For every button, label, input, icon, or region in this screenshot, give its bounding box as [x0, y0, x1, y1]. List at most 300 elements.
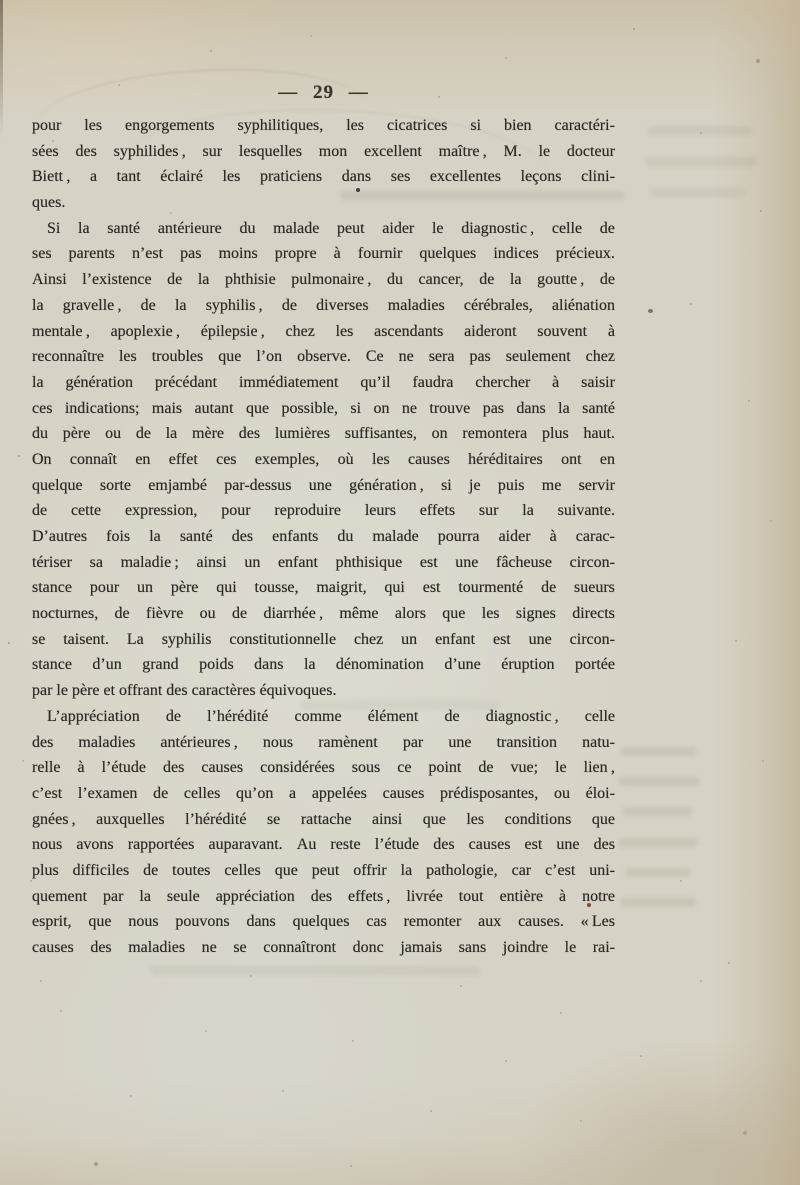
word: à	[607, 322, 615, 340]
word: aider	[382, 219, 415, 237]
word: les	[335, 322, 354, 340]
word: livrée	[406, 887, 443, 905]
word: considérées	[260, 759, 335, 777]
word: de	[167, 271, 183, 289]
word: taisent.	[63, 630, 109, 648]
text-line	[32, 884, 615, 910]
word: mon	[318, 142, 348, 160]
word: d’un	[92, 656, 122, 674]
ink-bleedthrough	[648, 126, 752, 135]
word: des	[32, 733, 54, 751]
word: remontera	[462, 425, 528, 443]
word: sur	[202, 142, 223, 160]
word: possible,	[281, 399, 338, 417]
word: On	[32, 450, 52, 468]
word: la	[303, 656, 316, 674]
word: prédisposantes,	[440, 784, 539, 802]
word: celles	[224, 861, 261, 879]
word: tant	[116, 168, 141, 186]
word: ne	[401, 399, 417, 417]
word: enfant	[277, 553, 318, 571]
word: de	[281, 296, 297, 314]
ink-bleedthrough	[645, 157, 757, 166]
word: dans	[246, 913, 276, 931]
word: appréciation	[215, 887, 295, 905]
word: c’est	[32, 784, 63, 802]
word: les	[222, 168, 241, 186]
word: sa	[89, 553, 103, 571]
word: me	[541, 476, 562, 494]
word: causes.	[518, 913, 564, 931]
text-line	[32, 858, 615, 884]
word: haut.	[583, 425, 615, 443]
word: de	[599, 271, 615, 289]
word: Biett ,	[32, 168, 71, 186]
word: auxquelles	[96, 810, 165, 828]
ink-bleedthrough	[618, 838, 698, 847]
word: diagnostic ,	[461, 219, 535, 237]
text-line	[32, 807, 615, 833]
word: lien ,	[583, 759, 615, 777]
word: père	[62, 425, 91, 443]
text-line	[32, 344, 615, 370]
word: aliénation	[551, 296, 615, 314]
word: de	[165, 707, 181, 725]
word: troubles	[151, 348, 204, 366]
word: que	[442, 605, 466, 623]
word: l’étude	[374, 836, 420, 854]
word: épilepsie ,	[200, 322, 265, 340]
word: un	[401, 630, 418, 648]
word: offrir	[353, 861, 387, 879]
word: fournir	[357, 245, 403, 263]
word: tout	[458, 887, 484, 905]
scan-edge-shadow	[0, 0, 3, 140]
text-line	[32, 498, 615, 524]
word: un	[244, 553, 261, 571]
word: tousse,	[254, 579, 299, 597]
word: sous	[351, 759, 381, 777]
word: faudra	[412, 373, 454, 391]
word: du	[337, 528, 354, 545]
text-line	[32, 627, 615, 653]
text-line	[32, 473, 615, 499]
word: fièvre	[146, 605, 184, 623]
word: des	[310, 887, 333, 905]
text-line	[32, 935, 615, 961]
ink-speck	[648, 309, 653, 313]
word: de	[541, 579, 557, 597]
text-line	[32, 164, 615, 190]
word: transition	[496, 733, 557, 751]
word: la	[509, 271, 522, 289]
word: dénomination	[335, 656, 424, 674]
word: lumières	[274, 425, 330, 443]
word: connaît	[69, 450, 117, 468]
word: pour	[32, 117, 62, 134]
word: leurs	[364, 502, 396, 520]
paragraph	[32, 113, 615, 216]
word: éruption	[501, 656, 555, 674]
word: l’on	[256, 348, 283, 366]
word: souvent	[537, 322, 588, 340]
word: esprit,	[32, 913, 72, 931]
word: exemples,	[254, 450, 320, 468]
ink-bleedthrough	[625, 868, 691, 877]
word: Si	[47, 219, 61, 237]
word: ainsi	[196, 553, 227, 571]
text-line	[32, 755, 615, 781]
word: servir	[578, 476, 615, 494]
word: appelées	[311, 784, 367, 802]
word: apoplexie ,	[110, 322, 180, 340]
word: diagnostic ,	[485, 707, 559, 725]
word: point	[428, 759, 462, 777]
word: ramènent	[318, 733, 378, 751]
word: les	[118, 348, 137, 366]
word: fâcheuse	[496, 553, 552, 571]
ink-bleedthrough	[618, 777, 700, 786]
text-line	[32, 267, 615, 293]
word: c’est	[545, 861, 576, 879]
text-line: par le père et offrant des caractères équivoques.	[32, 682, 337, 700]
word: la	[400, 861, 413, 879]
paper-specks	[0, 0, 2, 2]
word: reproduire	[274, 502, 342, 520]
word: causes	[382, 784, 425, 802]
word: difficiles	[72, 861, 130, 879]
word: pourra	[437, 528, 480, 545]
word: est	[492, 630, 511, 648]
word: maître ,	[438, 142, 487, 160]
word: bien	[504, 117, 532, 134]
word: pour	[221, 502, 251, 520]
word: même	[339, 605, 379, 623]
word: une	[556, 836, 580, 854]
word: peut	[311, 861, 340, 879]
word: reste	[330, 836, 361, 854]
word: trouve	[429, 399, 471, 417]
word: tériser	[32, 553, 72, 571]
word: ne	[201, 939, 217, 956]
word: de	[135, 425, 151, 443]
word: la	[78, 219, 90, 237]
word: qu’on	[236, 784, 274, 802]
word: reconnaître	[32, 348, 104, 366]
word: conditions	[504, 810, 572, 828]
word: syphilitiques,	[237, 117, 324, 134]
word: du	[386, 271, 403, 289]
word: que	[218, 348, 242, 366]
word: si	[350, 399, 362, 417]
text-line	[32, 293, 615, 319]
word: rai-	[592, 939, 615, 956]
word: portée	[574, 656, 615, 674]
word: l’existence	[82, 271, 152, 289]
text-line	[32, 704, 615, 730]
word: pas	[180, 245, 202, 263]
text-line	[32, 447, 615, 473]
text-line: ques.	[32, 194, 66, 212]
word: se	[32, 630, 46, 648]
word: carac-	[575, 528, 615, 545]
word: circon-	[569, 553, 615, 571]
word: la	[522, 502, 534, 520]
word: ses	[390, 168, 411, 186]
word: sorte	[99, 476, 132, 494]
word: car	[511, 861, 532, 879]
word: que	[246, 399, 270, 417]
word: chez	[285, 322, 315, 340]
text-line	[32, 730, 615, 756]
word: une	[308, 476, 332, 494]
word: suivante.	[557, 502, 615, 520]
word: a	[289, 784, 297, 802]
text-line	[32, 139, 615, 165]
word: que	[422, 810, 446, 828]
word: syphilis	[161, 630, 212, 648]
word: indices	[493, 245, 539, 263]
word: est	[524, 836, 543, 854]
word: rattache	[300, 810, 352, 828]
word: santé	[179, 528, 213, 545]
word: le	[564, 939, 577, 956]
word: jamais	[400, 939, 443, 956]
word: si	[470, 117, 482, 134]
word: la	[174, 296, 187, 314]
word: auparavant.	[208, 836, 283, 854]
word: ou	[553, 784, 570, 802]
word: chez	[353, 630, 384, 648]
word: des	[163, 759, 185, 777]
word: dans	[341, 168, 372, 186]
word: santé	[582, 399, 615, 417]
word: sueurs	[574, 579, 615, 597]
word: les	[84, 117, 103, 134]
word: malade	[273, 219, 320, 237]
word: joindre	[502, 939, 549, 956]
word: quelque	[32, 476, 83, 494]
word: se	[266, 810, 281, 828]
word: praticiens	[259, 168, 323, 186]
word: à	[552, 373, 560, 391]
word: antérieure	[157, 219, 222, 237]
word: docteur	[566, 142, 615, 160]
page-text	[32, 113, 615, 961]
word: remonter	[403, 913, 462, 931]
word: maladie ;	[120, 553, 179, 571]
word: ces	[32, 399, 53, 417]
word: est	[422, 579, 441, 597]
word: toutes	[172, 861, 211, 879]
text-line	[32, 421, 615, 447]
word: pulmonaire ,	[291, 271, 372, 289]
word: notre	[582, 887, 615, 905]
word: clini-	[581, 168, 615, 186]
word: rapportées	[127, 836, 195, 854]
word: les	[371, 450, 390, 468]
word: plus	[32, 861, 59, 879]
word: seulement	[505, 348, 571, 366]
word: mentale ,	[32, 322, 90, 340]
word: une	[528, 630, 552, 648]
word: dans	[516, 399, 546, 417]
word: la	[139, 887, 151, 905]
word: diverses	[316, 296, 369, 314]
word: circon-	[569, 630, 615, 648]
word: La	[126, 630, 144, 648]
text-line	[32, 113, 615, 139]
word: maladies	[128, 939, 186, 956]
word: ont	[561, 450, 582, 468]
word: de	[444, 707, 460, 725]
word: phthisie	[225, 271, 276, 289]
text-line	[32, 652, 615, 678]
word: phthisique	[335, 553, 403, 571]
word: syphilides ,	[113, 142, 186, 160]
word: pas	[482, 399, 505, 417]
word: ou	[105, 425, 122, 443]
word: puis	[497, 476, 525, 494]
word: on	[431, 425, 448, 443]
word: alors	[394, 605, 426, 623]
ink-bleedthrough	[620, 747, 696, 756]
word: natu-	[582, 733, 615, 751]
word: des	[75, 142, 97, 160]
word: causes	[408, 450, 450, 468]
word: santé	[107, 219, 141, 237]
word: moins	[218, 245, 258, 263]
word: ascendants	[374, 322, 444, 340]
word: d’une	[444, 656, 481, 674]
text-line	[32, 575, 615, 601]
ink-bleedthrough	[622, 807, 692, 816]
word: enfant	[435, 630, 476, 648]
text-line	[32, 216, 615, 242]
word: syphilis ,	[205, 296, 263, 314]
word: lesquelles	[238, 142, 302, 160]
paragraph	[32, 704, 615, 961]
word: L’appréciation	[47, 707, 140, 725]
word: du	[239, 219, 256, 237]
word: Ainsi	[32, 271, 67, 289]
word: D’autres	[32, 528, 88, 545]
word: de	[478, 759, 494, 777]
word: aider	[498, 528, 531, 545]
word: constitutionnelle	[229, 630, 337, 648]
word: qui	[384, 579, 405, 597]
word: immédiatement	[238, 373, 339, 391]
word: observe.	[297, 348, 351, 366]
word: pour	[89, 579, 120, 597]
word: fois	[106, 528, 131, 545]
word: de	[479, 271, 495, 289]
word: maladies	[78, 733, 136, 751]
word: si	[441, 476, 452, 494]
word: pas	[469, 348, 491, 366]
word: de	[153, 784, 169, 802]
word: génération ,	[349, 476, 424, 494]
word: père	[170, 579, 199, 597]
word: l’étude	[101, 759, 146, 777]
word: élément	[367, 707, 419, 725]
word: ou	[199, 605, 216, 623]
word: de	[143, 861, 159, 879]
word: antérieures ,	[160, 733, 238, 751]
word: une	[455, 553, 479, 571]
word: Au	[296, 836, 317, 854]
word: précieux.	[555, 245, 615, 263]
paragraph	[32, 216, 615, 704]
word: saisir	[581, 373, 615, 391]
word: a	[89, 168, 98, 186]
word: comme	[294, 707, 342, 725]
word: à	[333, 245, 341, 263]
word: gravelle ,	[62, 296, 122, 314]
word: à	[77, 759, 85, 777]
text-line	[32, 396, 615, 422]
word: génération	[65, 373, 133, 391]
text-line	[32, 601, 615, 627]
word: l’hérédité	[185, 810, 247, 828]
word: quement	[32, 887, 88, 905]
word: engorgements	[125, 117, 215, 134]
word: plus	[542, 425, 569, 443]
word: quelques	[419, 245, 477, 263]
word: causes	[468, 836, 511, 854]
word: nous	[262, 733, 294, 751]
word: sées	[32, 142, 59, 160]
word: peut	[337, 219, 365, 237]
word: donc	[352, 939, 384, 956]
word: le	[538, 142, 551, 160]
word: ses	[32, 245, 52, 263]
word: indications;	[64, 399, 140, 417]
word: autant	[194, 399, 234, 417]
word: qu’il	[360, 373, 391, 391]
text-line	[32, 909, 615, 935]
text-line	[32, 550, 615, 576]
word: le	[555, 759, 567, 777]
word: on	[373, 399, 390, 417]
word: éloi-	[585, 784, 615, 802]
word: nous	[128, 913, 159, 931]
word: ne	[398, 348, 414, 366]
word: sera	[428, 348, 455, 366]
word: qui	[216, 579, 237, 597]
word: se	[233, 939, 247, 956]
word: malade	[372, 528, 419, 545]
word: pouvons	[175, 913, 230, 931]
word: mère	[192, 425, 224, 443]
word: vue;	[510, 759, 539, 777]
word: le	[431, 219, 444, 237]
word: stance	[32, 579, 72, 597]
word: poids	[199, 656, 234, 674]
word: aideront	[464, 322, 517, 340]
word: M.	[503, 142, 522, 160]
text-line	[32, 319, 615, 345]
text-line	[32, 241, 615, 267]
word: stance	[32, 656, 72, 674]
word: nocturnes,	[32, 605, 99, 623]
word: nous	[32, 836, 63, 854]
word: les	[346, 117, 365, 134]
word: effet	[168, 450, 198, 468]
word: aux	[478, 913, 502, 931]
word: par	[402, 733, 424, 751]
word: par-dessus	[224, 476, 292, 494]
